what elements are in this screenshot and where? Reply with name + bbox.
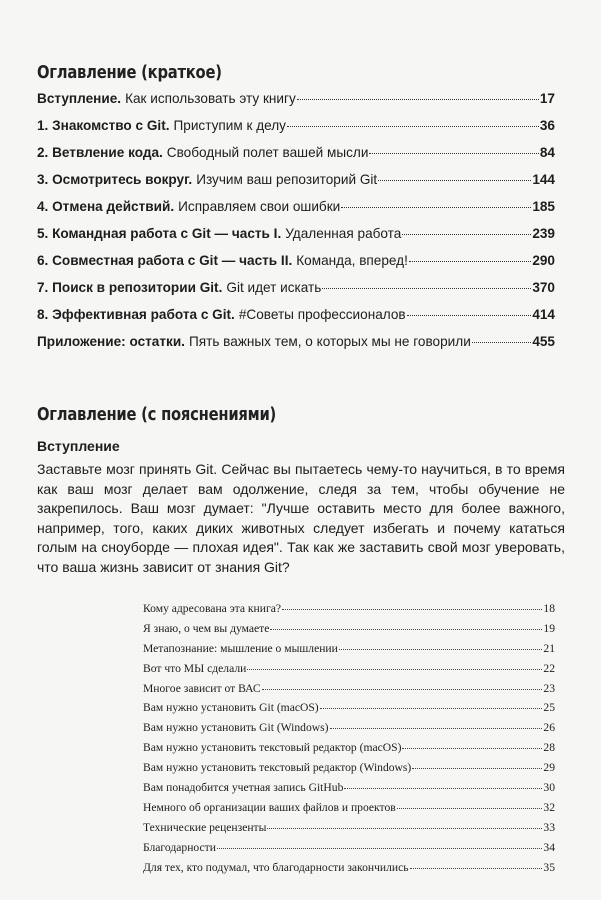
toc-entry[interactable]	[143, 800, 555, 820]
page-number: 290	[532, 253, 555, 268]
toc-entry[interactable]	[143, 840, 555, 860]
page-number: 34	[543, 840, 555, 854]
page-number: 25	[543, 701, 555, 715]
page-number: 185	[532, 199, 555, 214]
dot-leader	[402, 748, 542, 749]
entry-title: Я знаю, о чем вы думаете	[143, 621, 270, 635]
entry-title: Вам нужно установить Git (Windows)	[143, 721, 329, 735]
page-number: 414	[532, 307, 555, 322]
entry-title: Вам нужно установить Git (macOS)	[143, 701, 319, 715]
page-number: 35	[543, 860, 555, 874]
page-number: 22	[543, 661, 555, 675]
toc-entry[interactable]	[143, 760, 555, 780]
dot-leader	[322, 288, 531, 289]
entry-title: Многое зависит от ВАС	[143, 681, 261, 695]
page-number: 21	[543, 641, 555, 655]
page-number: 84	[539, 145, 555, 160]
toc-entry[interactable]	[143, 661, 555, 681]
intro-paragraph: Заставьте мозг принять Git. Сейчас вы пытаетесь чему-то научиться, в то время как ваш мозг делает вам одолжение, следя за тем, чтобы обучение не закрепилось. Ваш мозг думает: "Лучше оставить место для более важного, например, того, каких диких животных следует избегать и почему кататься голым на сноуборде — плохая идея". Так как же заставить свой мозг уверовать, что ваша жизнь зависит от знания Git?	[37, 461, 565, 575]
dot-leader	[267, 828, 542, 829]
toc-entry[interactable]	[143, 621, 555, 641]
entry-title: Приложение: остатки.	[37, 334, 185, 349]
toc-entry[interactable]	[143, 720, 555, 740]
page-number: 30	[543, 781, 555, 795]
dot-leader	[407, 315, 532, 316]
entry-subtitle: Команда, вперед!	[296, 253, 408, 268]
dot-leader	[341, 207, 531, 208]
toc-entry[interactable]	[37, 198, 555, 225]
entry-subtitle: Пять важных тем, о которых мы не говорили	[188, 334, 471, 349]
page-number: 26	[543, 721, 555, 735]
entry-title: 1. Знакомство с Git.	[37, 118, 170, 133]
entry-title: Кому адресована эта книга?	[143, 602, 282, 615]
entry-title: 2. Ветвление кода.	[37, 145, 163, 160]
entry-subtitle: Приступим к делу	[173, 118, 286, 133]
toc-entry[interactable]	[143, 820, 555, 840]
toc-entry[interactable]	[37, 171, 555, 198]
toc-entry[interactable]	[143, 780, 555, 800]
entry-title: 7. Поиск в репозитории Git.	[37, 280, 223, 295]
entry-title: Вам понадобится учетная запись GitHub	[143, 781, 344, 795]
entry-title: Вам нужно установить текстовый редактор (macOS)	[143, 741, 402, 755]
dot-leader	[402, 234, 531, 235]
toc-entry[interactable]	[143, 860, 555, 880]
entry-title: 3. Осмотритесь вокруг.	[37, 172, 193, 187]
entry-title: Вступление.	[37, 91, 122, 106]
entry-title: Немного об организации ваших файлов и проектов	[143, 800, 396, 814]
dot-leader	[320, 708, 543, 709]
dot-leader	[339, 649, 543, 650]
page-number: 32	[543, 800, 555, 814]
entry-subtitle: Свободный полет вашей мысли	[166, 145, 369, 160]
entry-subtitle: Как использовать эту книгу	[125, 91, 296, 106]
entry-subtitle: Изучим ваш репозиторий Git	[196, 172, 378, 187]
toc-entry[interactable]	[143, 700, 555, 720]
page-number: 33	[543, 820, 555, 834]
section-heading: Вступление	[37, 438, 120, 454]
page-number: 18	[543, 602, 555, 615]
toc-entry[interactable]	[37, 225, 555, 252]
page-number: 36	[539, 118, 555, 133]
entry-title: Вам нужно установить текстовый редактор (Windows)	[143, 761, 412, 775]
dot-leader	[282, 609, 542, 610]
dot-leader	[412, 768, 542, 769]
page-number: 17	[539, 91, 555, 106]
toc-entry[interactable]	[143, 681, 555, 701]
toc-entry[interactable]	[37, 333, 555, 360]
page-number: 19	[543, 621, 555, 635]
entry-title: Благодарности	[143, 840, 216, 854]
entry-title: Для тех, кто подумал, что благодарности закончились	[143, 860, 409, 874]
dot-leader	[409, 261, 531, 262]
toc-entry[interactable]	[37, 252, 555, 279]
entry-title: Технические рецензенты	[143, 820, 267, 834]
dot-leader	[247, 669, 542, 670]
entry-title: 4. Отмена действий.	[37, 199, 175, 214]
dot-leader	[410, 868, 543, 869]
dot-leader	[369, 153, 538, 154]
entry-title: 8. Эффективная работа с Git.	[37, 307, 235, 322]
entry-subtitle: Исправляем свои ошибки	[178, 199, 341, 214]
page-number: 29	[543, 761, 555, 775]
dot-leader	[262, 689, 543, 690]
page-number: 23	[543, 681, 555, 695]
dot-leader	[217, 848, 542, 849]
detailed-toc	[143, 601, 555, 879]
entry-subtitle: #Советы профессионалов	[238, 307, 406, 322]
toc-entry[interactable]	[37, 279, 555, 306]
entry-title: Вот что МЫ сделали	[143, 661, 247, 675]
page-number: 370	[532, 280, 555, 295]
dot-leader	[472, 342, 532, 343]
entry-title: 6. Совместная работа с Git — часть II.	[37, 253, 293, 268]
page-number: 28	[543, 741, 555, 755]
short-toc-title: Оглавление (краткое)	[37, 62, 222, 83]
entry-title: 5. Командная работа с Git — часть I.	[37, 226, 282, 241]
toc-entry[interactable]	[143, 641, 555, 661]
toc-entry[interactable]	[37, 117, 555, 144]
dot-leader	[287, 126, 539, 127]
entry-title: Метапознание: мышление о мышлении	[143, 641, 338, 655]
dot-leader	[270, 629, 542, 630]
toc-entry[interactable]	[143, 601, 555, 621]
dot-leader	[297, 99, 539, 100]
detailed-toc-title: Оглавление (с пояснениями)	[37, 404, 277, 425]
short-toc	[37, 90, 555, 360]
dot-leader	[344, 788, 542, 789]
page-number: 239	[532, 226, 555, 241]
entry-subtitle: Git идет искать	[226, 280, 322, 295]
toc-entry[interactable]	[37, 144, 555, 171]
page-number: 144	[532, 172, 555, 187]
toc-entry[interactable]	[143, 740, 555, 760]
dot-leader	[378, 180, 531, 181]
toc-entry[interactable]	[37, 90, 555, 117]
dot-leader	[397, 808, 543, 809]
toc-entry[interactable]	[37, 306, 555, 333]
entry-subtitle: Удаленная работа	[285, 226, 402, 241]
page-number: 455	[532, 334, 555, 349]
dot-leader	[330, 728, 543, 729]
